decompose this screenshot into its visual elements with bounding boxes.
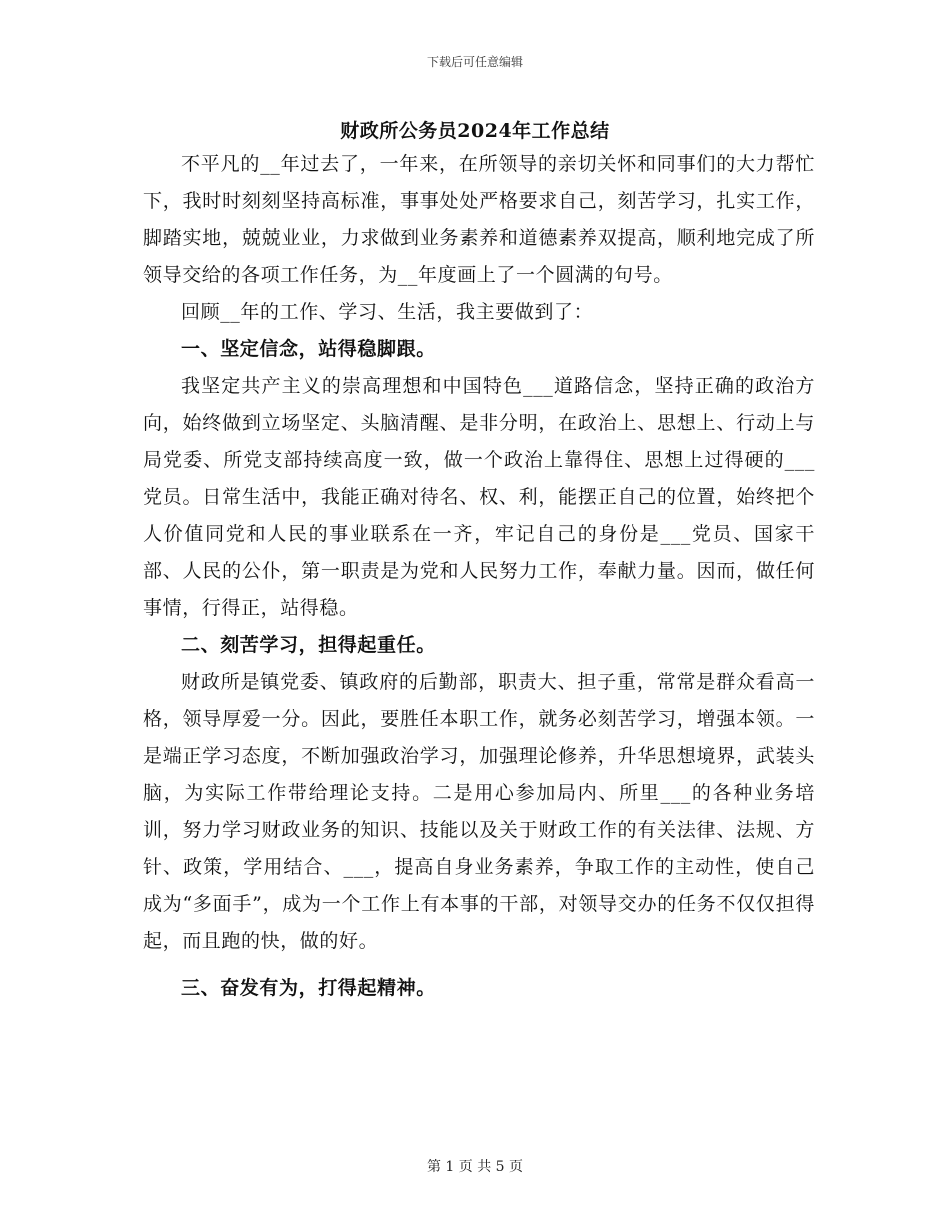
paragraph-review: 回顾__年的工作、学习、生活，我主要做到了： [181, 301, 594, 323]
section-heading-1: 一、坚定信念，站得稳脚跟。 [181, 338, 436, 360]
document-title: 财政所公务员2024年工作总结 [340, 120, 610, 142]
section-heading-2: 二、刻苦学习，担得起重任。 [181, 634, 436, 656]
page-number: 第 1 页 共 5 页 [426, 1159, 524, 1175]
paragraph-section-2: 财政所是镇党委、镇政府的后勤部，职责大、担子重，常常是群众看高一格，领导厚爱一分。因此，要胜任本职工作，就务必刻苦学习，增强本领。一是端正学习态度，不断加强政治学习，加强理论修养，升华思想境界，武装头脑，为实际工作带给理论支持。二是用心参加局内、所里___的各种业务培训，努力学习财政业务的知识、技能以及关于财政工作的有关法律、法规、方针、政策，学用结合、___，提高自身业务素养，争取工作的主动性，使自己成为“多面手”，成为一个工作上有本事的干部，对领导交办的任务不仅仅担得起，而且跑的快，做的好。 [143, 671, 815, 952]
section-heading-3: 三、奋发有为，打得起精神。 [181, 977, 436, 999]
paragraph-intro: 不平凡的__年过去了，一年来，在所领导的亲切关怀和同事们的大力帮忙下，我时时刻刻坚持高标准，事事处处严格要求自己，刻苦学习，扎实工作，脚踏实地，兢兢业业，力求做到业务素养和道德素养双提高，顺利地完成了所领导交给的各项工作任务，为__年度画上了一个圆满的句号。 [143, 153, 815, 286]
paragraph-section-1: 我坚定共产主义的崇高理想和中国特色___道路信念，坚持正确的政治方向，始终做到立场坚定、头脑清醒、是非分明，在政治上、思想上、行动上与局党委、所党支部持续高度一致，做一个政治上靠得住、思想上过得硬的___党员。日常生活中，我能正确对待名、权、利，能摆正自己的位置，始终把个人价值同党和人民的事业联系在一齐，牢记自己的身份是___党员、国家干部、人民的公仆，第一职责是为党和人民努力工作，奉献力量。因而，做任何事情，行得正，站得稳。 [143, 375, 815, 619]
header-note: 下载后可任意编辑 [426, 55, 523, 69]
document-body [143, 146, 815, 1007]
